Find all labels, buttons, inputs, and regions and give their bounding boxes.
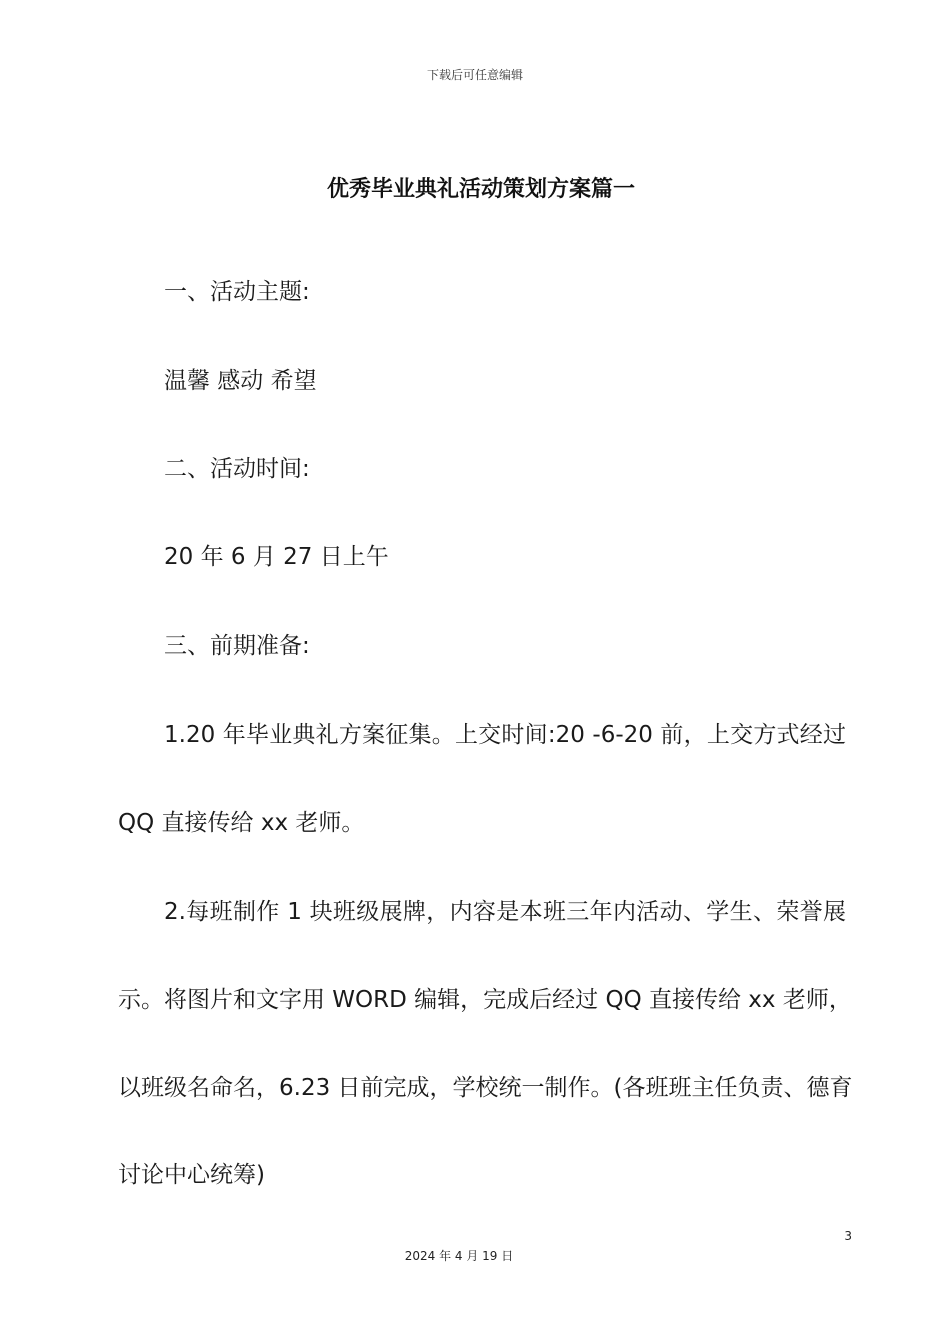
paragraph-line: 2.每班制作 1 块班级展牌，内容是本班三年内活动、学生、荣誉展 — [164, 899, 846, 925]
paragraph-line: 以班级名命名，6.23 日前完成，学校统一制作。(各班班主任负责、德育 — [118, 1075, 853, 1101]
footer-date: 2024 年 4 月 19 日 — [404, 1249, 514, 1263]
section-heading-preparation: 三、前期准备: — [164, 633, 310, 659]
paragraph-line: 1.20 年毕业典礼方案征集。上交时间:20 -6-20 前，上交方式经过 — [164, 722, 846, 748]
page-number: 3 — [844, 1229, 852, 1243]
section-heading-time: 二、活动时间: — [164, 456, 310, 482]
paragraph-time-content: 20 年 6 月 27 日上午 — [164, 544, 389, 570]
paragraph-line: 讨论中心统筹) — [118, 1162, 265, 1188]
paragraph-line: QQ 直接传给 xx 老师。 — [118, 810, 365, 836]
paragraph-theme-content: 温馨 感动 希望 — [164, 368, 317, 394]
section-heading-theme: 一、活动主题: — [164, 279, 310, 305]
header-note: 下载后可任意编辑 — [426, 68, 523, 82]
document-title: 优秀毕业典礼活动策划方案篇一 — [326, 177, 635, 202]
paragraph-line: 示。将图片和文字用 WORD 编辑，完成后经过 QQ 直接传给 xx 老师， — [118, 987, 852, 1013]
